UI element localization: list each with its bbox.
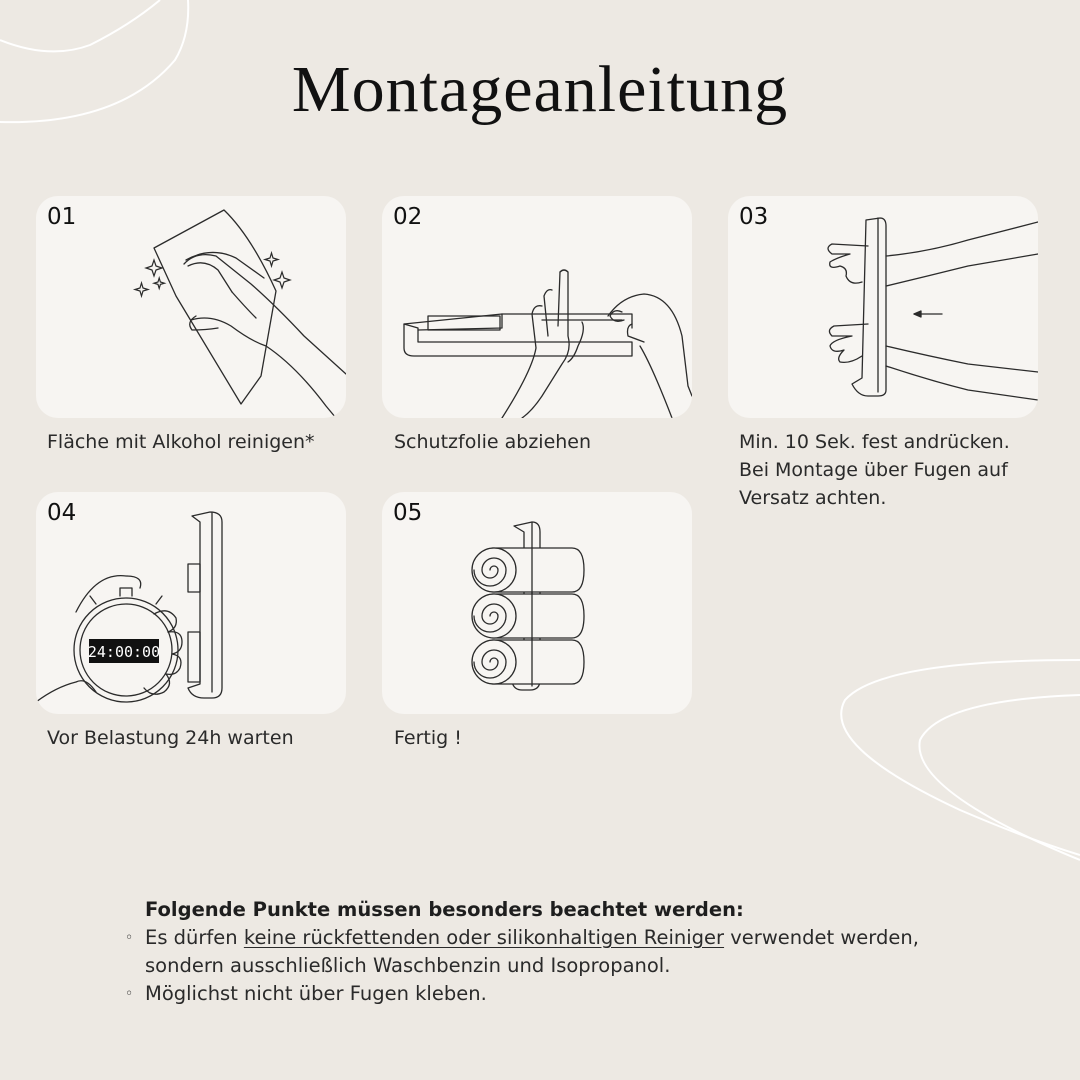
notes-item-1-before: Es dürfen <box>145 926 244 949</box>
step-number: 05 <box>393 500 423 526</box>
notes-item-1 <box>122 924 922 980</box>
press-holder-illustration <box>728 196 1038 418</box>
step-card-03 <box>728 196 1038 418</box>
step-caption-03 <box>739 428 1010 512</box>
step-caption-01: Fläche mit Alkohol reinigen* <box>47 431 315 453</box>
cleaning-hand-illustration <box>36 196 346 418</box>
step-caption-04: Vor Belastung 24h warten <box>47 727 294 749</box>
step-number: 01 <box>47 204 77 230</box>
step-caption-02: Schutzfolie abziehen <box>394 431 592 453</box>
step-card-04 <box>36 492 346 714</box>
notes-list <box>122 924 922 1008</box>
notes-item-1-underlined: keine rückfettenden oder silikonhaltigen Reiniger <box>243 926 725 949</box>
timer-display: 24:00:00 <box>87 643 161 661</box>
step-number: 04 <box>47 500 77 526</box>
step-card-05 <box>382 492 692 714</box>
step-card-01 <box>36 196 346 418</box>
notes-section <box>122 896 922 1008</box>
stopwatch-illustration <box>36 492 346 714</box>
page-title: Montageanleitung <box>291 53 789 126</box>
peel-film-illustration <box>382 196 692 418</box>
bullet-icon: ◦ <box>125 986 134 1002</box>
notes-item-2-text: Möglichst nicht über Fugen kleben. <box>145 982 487 1005</box>
step-caption-05: Fertig ! <box>394 727 462 749</box>
step-number: 02 <box>393 204 423 230</box>
notes-item-2 <box>122 980 922 1008</box>
notes-item-1-after: verwendet werden, sondern ausschließlich Waschbenzin und Isopropanol. <box>145 926 919 977</box>
towel-holder-illustration <box>382 492 692 714</box>
bullet-icon: ◦ <box>125 930 134 946</box>
step-caption-03-line2: Bei Montage über Fugen auf <box>739 459 1008 481</box>
step-card-02 <box>382 196 692 418</box>
step-number: 03 <box>739 204 769 230</box>
step-caption-03-line3: Versatz achten. <box>739 487 887 509</box>
notes-heading: Folgende Punkte müssen besonders beachtet werden: <box>145 898 744 921</box>
step-caption-03-line1: Min. 10 Sek. fest andrücken. <box>739 431 1010 453</box>
